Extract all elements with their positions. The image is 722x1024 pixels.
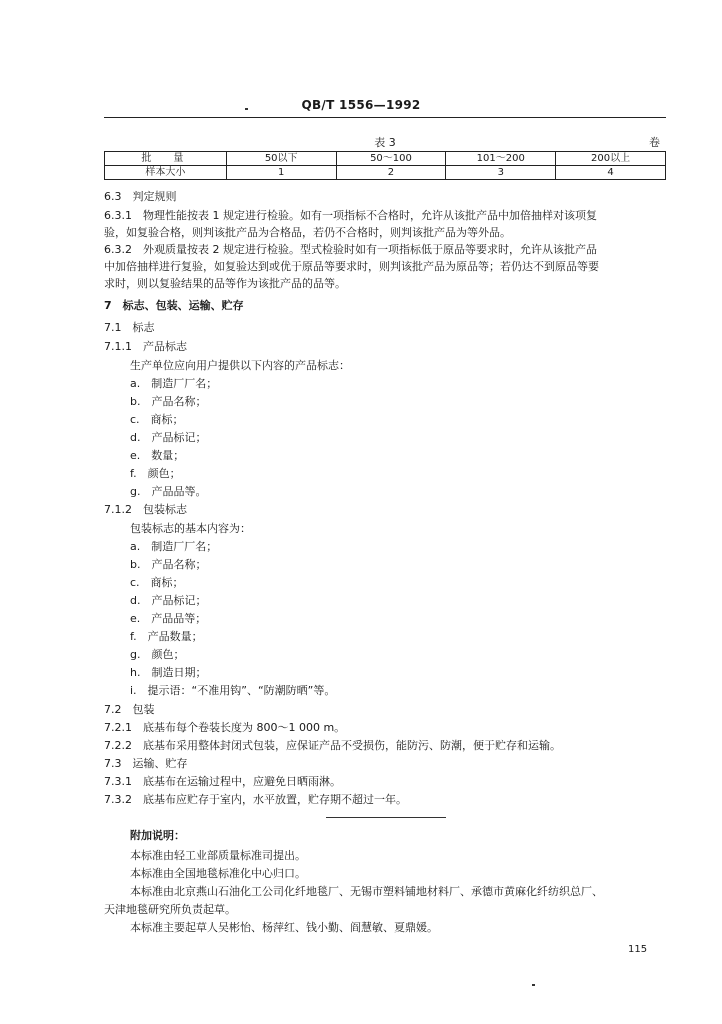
list-item: i. 提示语：“不准用钩”、“防潮防晒”等。 [130, 684, 336, 697]
list-item: c. 商标； [130, 413, 184, 426]
table-cell: 2 [336, 166, 446, 180]
table-row [105, 152, 666, 166]
section-heading: 7.2 包装 [104, 703, 155, 716]
section-heading: 6.3 判定规则 [104, 190, 177, 203]
list-item: d. 产品标记； [130, 431, 207, 444]
table-3 [104, 151, 666, 180]
notes-line: 本标准由轻工业部质量标准司提出。 [130, 849, 306, 862]
list-item: c. 商标； [130, 576, 184, 589]
list-item: g. 产品品等。 [130, 485, 207, 498]
table-cell: 200以上 [556, 152, 666, 166]
paragraph-line: 生产单位应向用户提供以下内容的产品标志： [130, 359, 350, 372]
paragraph-line: 6.3.1 物理性能按表 1 规定进行检验。如有一项指标不合格时，允许从该批产品中加倍抽样对该项复 [104, 209, 597, 222]
table-cell: 1 [226, 166, 336, 180]
list-item: b. 产品名称； [130, 558, 207, 571]
table3-unit: 卷 [649, 136, 660, 149]
section-heading: 7.1.1 产品标志 [104, 340, 187, 353]
table3-caption-row [104, 134, 666, 150]
list-item: e. 数量； [130, 449, 185, 462]
header-rule [104, 117, 666, 118]
table-cell: 101～200 [446, 152, 556, 166]
table3-caption: 表 3 [374, 136, 396, 149]
list-item: f. 产品数量； [130, 630, 203, 643]
paragraph-line: 7.3.1 底基布在运输过程中，应避免日晒雨淋。 [104, 775, 341, 788]
list-item: g. 颜色； [130, 648, 185, 661]
paragraph-line: 7.3.2 底基布应贮存于室内，水平放置，贮存期不超过一年。 [104, 793, 407, 806]
scan-speck [245, 108, 248, 110]
paragraph-line: 中加倍抽样进行复验，如复验达到或优于原品等要求时，则判该批产品为原品等；若仍达不到原品等要 [104, 260, 599, 273]
chapter-heading: 7 标志、包装、运输、贮存 [104, 299, 244, 312]
notes-line: 本标准由全国地毯标准化中心归口。 [130, 867, 306, 880]
list-item: h. 制造日期； [130, 666, 207, 679]
notes-line: 本标准由北京燕山石油化工公司化纤地毯厂、无锡市塑料铺地材料厂、承德市黄麻化纤纺织总厂、 [130, 885, 603, 898]
notes-line: 本标准主要起草人吴彬怡、杨萍红、钱小勤、阎慧敏、夏鼎媛。 [130, 921, 438, 934]
page-number: 115 [628, 944, 648, 955]
list-item: a. 制造厂厂名； [130, 377, 218, 390]
end-rule [326, 817, 446, 818]
list-item: d. 产品标记； [130, 594, 207, 607]
section-heading: 7.1.2 包装标志 [104, 503, 187, 516]
section-heading: 7.1 标志 [104, 321, 155, 334]
notes-line: 天津地毯研究所负责起草。 [104, 903, 236, 916]
standard-header: QB/T 1556—1992 [301, 98, 421, 112]
paragraph-line: 验，如复验合格，则判该批产品为合格品，若仍不合格时，则判该批产品为等外品。 [104, 226, 511, 239]
paragraph-line: 包装标志的基本内容为： [130, 522, 251, 535]
row-label-batch: 批 量 [105, 152, 227, 166]
list-item: e. 产品品等； [130, 612, 207, 625]
list-item: a. 制造厂厂名； [130, 540, 218, 553]
paragraph-line: 求时，则以复验结果的品等作为该批产品的品等。 [104, 277, 346, 290]
table-cell: 50～100 [336, 152, 446, 166]
row-label-sample: 样本大小 [105, 166, 227, 180]
table-row [105, 166, 666, 180]
paragraph-line: 7.2.1 底基布每个卷装长度为 800～1 000 m。 [104, 721, 346, 734]
table-cell: 4 [556, 166, 666, 180]
list-item: f. 颜色； [130, 467, 181, 480]
list-item: b. 产品名称； [130, 395, 207, 408]
paragraph-line: 6.3.2 外观质量按表 2 规定进行检验。型式检验时如有一项指标低于原品等要求时，允许从该批产品 [104, 243, 597, 256]
notes-heading: 附加说明： [130, 829, 185, 842]
section-heading: 7.3 运输、贮存 [104, 757, 188, 770]
table-cell: 3 [446, 166, 556, 180]
scan-speck [532, 984, 535, 986]
paragraph-line: 7.2.2 底基布采用整体封闭式包装，应保证产品不受损伤，能防污、防潮，便于贮存和运输。 [104, 739, 561, 752]
table-cell: 50以下 [226, 152, 336, 166]
